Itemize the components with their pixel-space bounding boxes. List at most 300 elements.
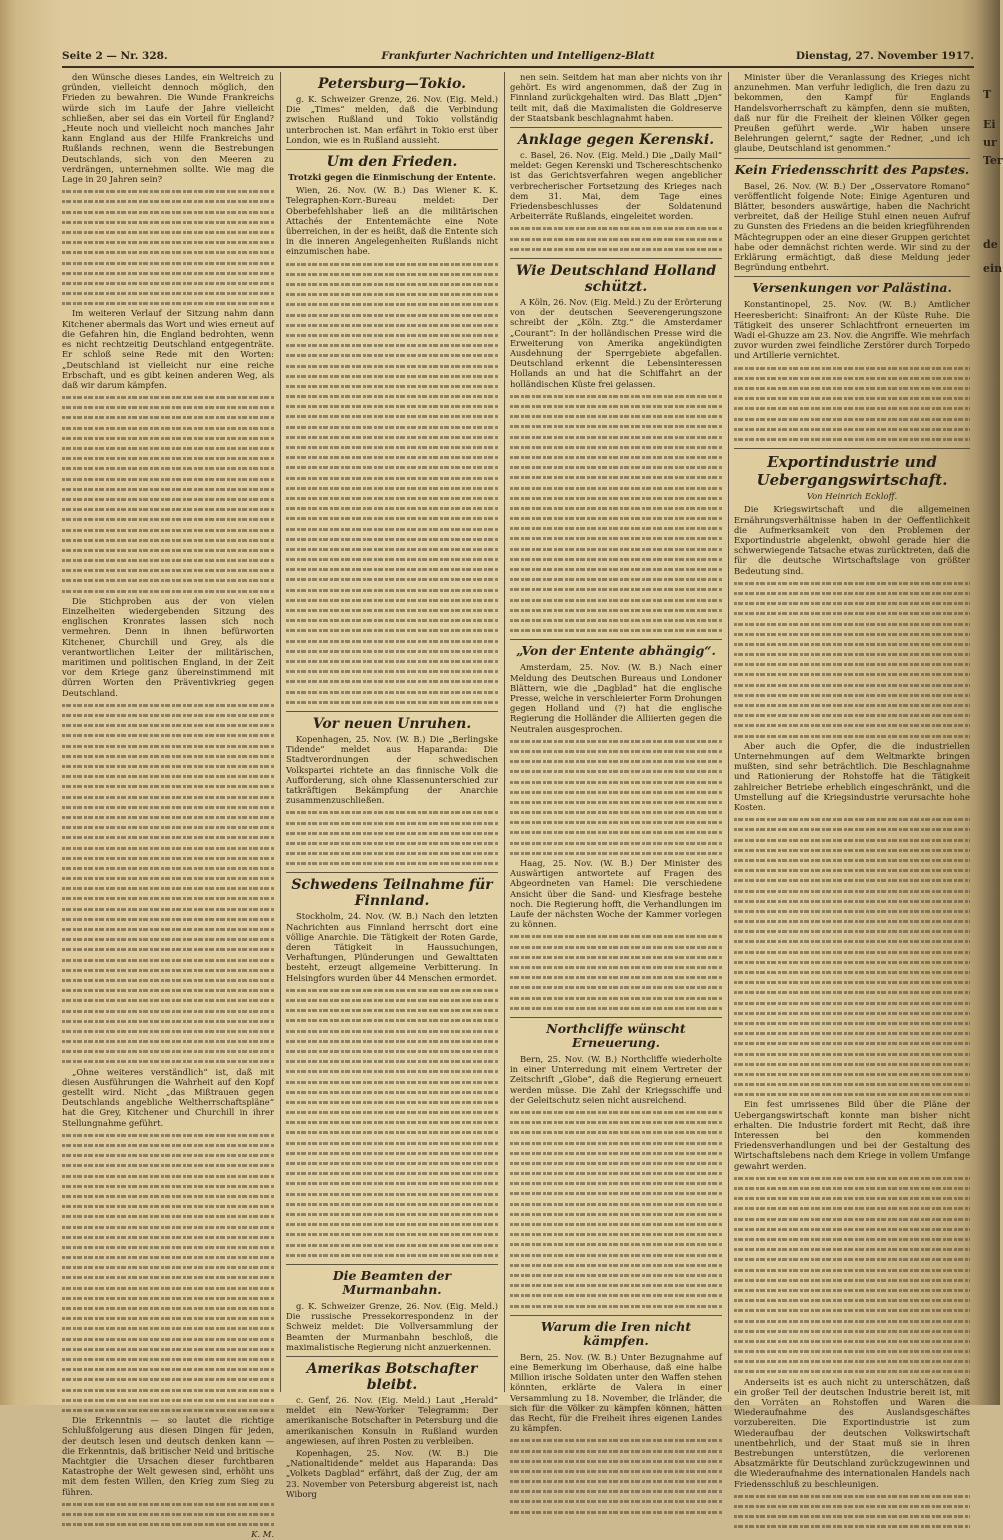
text-line bbox=[286, 361, 498, 371]
text-line bbox=[62, 1211, 274, 1221]
text-line bbox=[62, 555, 274, 565]
article-divider bbox=[734, 448, 970, 449]
article-text: nen sein. Seitdem hat man aber nichts von ihr gehört. Es wird angenommen, daß der Zug in Finnland zurückgehalten wird. Das Blatt „Djen“ teilt mit, daß die Maximalisten die Goldreserve der Staatsbank beschlagnahmt haben. bbox=[510, 72, 722, 123]
text-line bbox=[286, 1168, 498, 1178]
text-line bbox=[62, 873, 274, 883]
text-line bbox=[62, 792, 274, 802]
text-line bbox=[510, 1117, 722, 1127]
text-line bbox=[286, 1178, 498, 1188]
text-line bbox=[62, 924, 274, 934]
text-line bbox=[286, 401, 498, 411]
text-line bbox=[510, 942, 722, 952]
text-line bbox=[62, 1006, 274, 1016]
text-line bbox=[286, 534, 498, 544]
headline-northcliffe: Northcliffe wünscht Erneuerung. bbox=[546, 1020, 686, 1050]
text-line bbox=[62, 1499, 274, 1509]
text-line bbox=[62, 514, 274, 524]
article-text: Bern, 25. Nov. (W. B.) Northcliffe wiederholte in einer Unterredung mit einem Vertreter der Zeitschrift „Globe“, daß die Regierung erneuert werden müsse. Die Zahl der Kriegsschiffe und der Geleitschutz seien nicht ausreichend. bbox=[510, 1053, 722, 1105]
text-line bbox=[62, 944, 274, 954]
text-line bbox=[286, 432, 498, 442]
text-line bbox=[734, 1203, 970, 1213]
text-line bbox=[510, 1290, 722, 1300]
text-line bbox=[286, 676, 498, 686]
text-line bbox=[734, 1089, 970, 1099]
text-line bbox=[734, 598, 970, 608]
text-line bbox=[286, 473, 498, 483]
text-line bbox=[510, 848, 722, 858]
text-line bbox=[510, 1466, 722, 1476]
text-line bbox=[734, 936, 970, 946]
text-line bbox=[62, 1293, 274, 1303]
text-line bbox=[62, 1016, 274, 1026]
text-line bbox=[286, 858, 498, 868]
text-line bbox=[62, 402, 274, 412]
column-1 bbox=[62, 72, 274, 1540]
text-line bbox=[286, 524, 498, 534]
text-line bbox=[62, 965, 274, 975]
text-line bbox=[734, 720, 970, 730]
column-divider bbox=[280, 72, 281, 1392]
text-line bbox=[734, 1193, 970, 1203]
text-line bbox=[62, 893, 274, 903]
text-line bbox=[286, 585, 498, 595]
text-line bbox=[510, 401, 722, 411]
article-divider bbox=[286, 872, 498, 873]
article-divider bbox=[734, 158, 970, 159]
text-line bbox=[62, 1364, 274, 1374]
text-line bbox=[62, 484, 274, 494]
text-line bbox=[734, 865, 970, 875]
text-line bbox=[510, 766, 722, 776]
text-line bbox=[510, 493, 722, 503]
text-line bbox=[62, 700, 274, 710]
text-line bbox=[734, 906, 970, 916]
column-3 bbox=[510, 72, 722, 1434]
article-text: Aber auch die Opfer, die die industriellen Unternehmungen auf dem Weltmarkte bringen mußten, sind sehr beträchtlich. Die Beschlagnahme und Rationierung der Rohstoffe hat die Tätigkeit zahlreicher Betriebe erheblich eingeschränkt, und die Umstellung auf die Kriegsindustrie verursachte hohe Kosten. bbox=[734, 740, 970, 813]
page-binding bbox=[0, 0, 18, 1405]
text-line bbox=[62, 433, 274, 443]
text-line bbox=[286, 320, 498, 330]
text-line bbox=[286, 574, 498, 584]
column-divider bbox=[504, 72, 505, 1392]
text-line bbox=[510, 1158, 722, 1168]
text-line bbox=[62, 832, 274, 842]
column-2 bbox=[286, 72, 498, 1499]
text-line bbox=[510, 1199, 722, 1209]
text-line bbox=[734, 1521, 970, 1531]
text-line bbox=[62, 1395, 274, 1405]
text-line bbox=[510, 797, 722, 807]
text-line bbox=[286, 666, 498, 676]
text-line bbox=[734, 414, 970, 424]
text-line bbox=[286, 1036, 498, 1046]
text-line bbox=[510, 736, 722, 746]
text-line bbox=[286, 1240, 498, 1250]
text-line bbox=[734, 1028, 970, 1038]
article-text: g. K. Schweizer Grenze, 26. Nov. (Eig. Meld.) Die „Times“ melden, daß die Verbindung zwischen Rußland und Tokio vollständig unterbrochen ist. Man erfährt in Tokio erst über London, wie es in Rußland aussieht. bbox=[286, 94, 498, 145]
text-line bbox=[286, 1127, 498, 1137]
text-line bbox=[62, 412, 274, 422]
text-line bbox=[734, 967, 970, 977]
text-line bbox=[286, 1219, 498, 1229]
text-line bbox=[62, 985, 274, 995]
text-line bbox=[734, 1305, 970, 1315]
text-line bbox=[510, 746, 722, 756]
text-line bbox=[510, 817, 722, 827]
text-line bbox=[734, 700, 970, 710]
text-line bbox=[286, 656, 498, 666]
text-line bbox=[510, 513, 722, 523]
article-text: Konstantinopel, 25. Nov. (W. B.) Amtlicher Heeresbericht: Sinaifront: An der Küste Ruhe. Die Tätigkeit des unserer Schlachtfront erneuerten im Wadi el-Ghuzze am 23. Nov. die Angriffe. Wie mehrfach zuvor wurden zwei feindliche Zerstörer durch Torpedo und Artillerie vernichtet. bbox=[734, 299, 970, 361]
text-line bbox=[286, 1077, 498, 1087]
text-line bbox=[734, 1285, 970, 1295]
text-line bbox=[734, 1079, 970, 1089]
text-line bbox=[734, 578, 970, 588]
newspaper-title: Frankfurter Nachrichten und Intelligenz-Blatt bbox=[381, 50, 655, 62]
text-line bbox=[62, 227, 274, 237]
text-line bbox=[62, 853, 274, 863]
article-text: Stockholm, 24. Nov. (W. B.) Nach den letzten Nachrichten aus Finnland herrscht dort eine völlige Anarchie. Die Tätigkeit der Roten Garde, deren Tätigkeit in Haussuchungen, Verhaftungen, Plünderungen und Gewalttaten besteht, erzeugt allgemeine Verbitterung. In Helsingfors wurden über 44 Menschen ermordet. bbox=[286, 911, 498, 983]
text-line bbox=[734, 1346, 970, 1356]
text-line bbox=[510, 1301, 722, 1311]
text-line bbox=[510, 993, 722, 1003]
text-line bbox=[510, 931, 722, 941]
text-line bbox=[510, 523, 722, 533]
headline-iren: Warum die Iren nicht kämpfen. bbox=[540, 1318, 692, 1348]
text-line bbox=[62, 1150, 274, 1160]
text-line bbox=[510, 1486, 722, 1496]
text-line bbox=[286, 483, 498, 493]
text-line bbox=[62, 298, 274, 308]
text-line bbox=[734, 855, 970, 865]
text-line bbox=[286, 1250, 498, 1260]
text-line bbox=[286, 828, 498, 838]
text-line bbox=[62, 463, 274, 473]
text-line bbox=[734, 424, 970, 434]
text-line bbox=[62, 863, 274, 873]
text-line bbox=[734, 680, 970, 690]
text-line bbox=[62, 1171, 274, 1181]
text-line bbox=[510, 503, 722, 513]
text-line bbox=[734, 1265, 970, 1275]
text-line bbox=[286, 595, 498, 605]
text-line bbox=[62, 1140, 274, 1150]
text-line bbox=[286, 330, 498, 340]
text-line bbox=[62, 217, 274, 227]
article-text: Haag, 25. Nov. (W. B.) Der Minister des Auswärtigen antwortete auf Fragen des Abgeordneten van Hamel: Die verschiedene Ansicht über die Sand- und Kiesfrage bestehe noch. Die Regierung hofft, die Verhandlungen im Laufe der nächsten Woche der Kammer vorlegen zu können. bbox=[510, 858, 722, 930]
article-divider bbox=[286, 711, 498, 712]
text-line bbox=[510, 625, 722, 635]
text-line bbox=[62, 1519, 274, 1529]
text-line bbox=[62, 1262, 274, 1272]
text-line bbox=[286, 1117, 498, 1127]
col1-para: Die Erkenntnis — so lautet die richtige Schlußfolgerung aus diesen Dingen für jeden, der deutsch lesen und deutsch denken kann — die Erkenntnis, daß britischer Neid und britische Machtgier die Ursachen dieser furchtbaren Katastrophe der Welt gewesen sind, erhöht uns mit dem festen Willen, den Krieg zum Sieg zu führen. bbox=[62, 1415, 274, 1497]
text-line bbox=[510, 982, 722, 992]
text-line bbox=[62, 781, 274, 791]
article-divider bbox=[510, 1315, 722, 1316]
text-line bbox=[62, 237, 274, 247]
text-line bbox=[734, 896, 970, 906]
text-line bbox=[734, 1356, 970, 1366]
text-line bbox=[62, 751, 274, 761]
headline-holland: Wie Deutschland Holland schützt. bbox=[515, 263, 717, 295]
text-line bbox=[62, 1242, 274, 1252]
text-line bbox=[510, 1250, 722, 1260]
text-line bbox=[510, 1456, 722, 1466]
text-line bbox=[62, 1222, 274, 1232]
text-line bbox=[734, 1234, 970, 1244]
text-line bbox=[286, 687, 498, 697]
text-line bbox=[286, 1015, 498, 1025]
text-line bbox=[62, 720, 274, 730]
text-line bbox=[510, 462, 722, 472]
text-line bbox=[734, 669, 970, 679]
text-line bbox=[734, 1059, 970, 1069]
text-line bbox=[734, 1224, 970, 1234]
page-header bbox=[62, 50, 974, 66]
article-text: Kopenhagen, 25. Nov. (W. B.) Die „Berlingske Tidende“ meldet aus Haparanda: Die Stadtverordnungen der schwedischen Volkspartei richtete an das finnische Volk die Aufforderung, sich ohne Klassenunterschied zur tatkräftigen Bekämpfung der Anarchie zusammenzuschließen. bbox=[286, 733, 498, 806]
text-line bbox=[734, 1491, 970, 1501]
text-line bbox=[62, 771, 274, 781]
article-divider bbox=[286, 1356, 498, 1357]
text-line bbox=[286, 381, 498, 391]
text-line bbox=[286, 807, 498, 817]
text-line bbox=[734, 1275, 970, 1285]
text-line bbox=[286, 615, 498, 625]
article-text: Wien, 26. Nov. (W. B.) Das Wiener K. K. Telegraphen-Korr.-Bureau meldet: Der Oberbefehlshaber ließ an die militärischen Attachés der Ententemächte eine Note überreichen, in der es heißt, daß die Entente sich in die inneren Angelegenheiten Rußlands nicht einzumischen habe. bbox=[286, 185, 498, 257]
text-line bbox=[62, 1232, 274, 1242]
article-text: Die Kriegswirtschaft und die allgemeinen Ernährungsverhältnisse haben in der Oeffentlichkeit die Aufmerksamkeit von den Problemen der Exportindustrie abgelenkt, obwohl gerade hier die schwerwiegende Tatsache etwas zurücktreten, daß die für die deutsche Wirtschaftslage von größter Bedeutung sind. bbox=[734, 504, 970, 576]
text-line bbox=[510, 1003, 722, 1013]
text-line bbox=[62, 423, 274, 433]
text-line bbox=[62, 741, 274, 751]
text-line bbox=[734, 434, 970, 444]
text-line bbox=[62, 1509, 274, 1519]
page-number: Seite 2 — Nr. 328. bbox=[62, 50, 168, 62]
text-line bbox=[62, 443, 274, 453]
text-line bbox=[510, 554, 722, 564]
column-divider bbox=[728, 72, 729, 1392]
text-line bbox=[62, 247, 274, 257]
text-line bbox=[734, 373, 970, 383]
text-line bbox=[510, 1168, 722, 1178]
text-line bbox=[734, 1244, 970, 1254]
article-author: Von Heinrich Eckloff. bbox=[806, 491, 898, 502]
text-line bbox=[510, 605, 722, 615]
text-line bbox=[62, 1036, 274, 1046]
text-line bbox=[62, 843, 274, 853]
text-line bbox=[510, 533, 722, 543]
text-line bbox=[734, 1069, 970, 1079]
text-line bbox=[62, 268, 274, 278]
article-text: A Köln, 26. Nov. (Eig. Meld.) Zu der Erörterung von der deutschen Seeverengerungszone schreibt der „Köln. Ztg.“ die Amsterdamer „Courant“: In der holländischen Presse wird die Erweiterung von Amerika angekündigten Ausdehnung der Sperrgebiete abgefallen. Deutschland erkennt die Lebensinteressen Hollands an und hat die Schiffahrt an der holländischen Küste frei gelassen. bbox=[510, 297, 722, 389]
text-line bbox=[286, 544, 498, 554]
article-divider bbox=[286, 1264, 498, 1265]
text-line bbox=[286, 1046, 498, 1056]
text-line bbox=[286, 1138, 498, 1148]
text-line bbox=[734, 363, 970, 373]
article-text: Kopenhagen, 25. Nov. (W. B.) Die „Nationaltidende“ meldet aus Haparanda: Das „Volkets Dagblad“ erfährt, daß der Zug, der am 23. November von Petersburg abgereist ist, nach Wiborg bbox=[286, 1447, 498, 1499]
headline-anklage: Anklage gegen Kerenski. bbox=[517, 132, 715, 149]
text-line bbox=[510, 1209, 722, 1219]
text-line bbox=[62, 278, 274, 288]
headline-amerika: Amerikas Botschafter bleibt. bbox=[306, 1360, 478, 1393]
text-line bbox=[286, 1158, 498, 1168]
col1-para: den Wünsche dieses Landes, ein Weltreich zu gründen, vielleicht dennoch möglich, den Frieden zu bewahren. Die Wunde Frankreichs würde sich im Laufe der Jahre vielleicht schließen, aber sei das ein Vorteil für England? „Heute noch und vielleicht noch manches Jahr kann England aus der Hilfe Frankreichs und Rußlands rechnen, wenn die Bestrebungen Deutschlands, sich von den Meeren zu verdrängen, unternehmen sollte. Wie mag die Lage in 20 Jahren sein? bbox=[62, 72, 274, 185]
text-line bbox=[62, 1334, 274, 1344]
text-line bbox=[510, 595, 722, 605]
text-line bbox=[62, 1303, 274, 1313]
text-line bbox=[286, 503, 498, 513]
text-line bbox=[286, 1229, 498, 1239]
text-line bbox=[286, 391, 498, 401]
text-line bbox=[734, 845, 970, 855]
text-line bbox=[510, 472, 722, 482]
text-line bbox=[62, 883, 274, 893]
text-line bbox=[286, 848, 498, 858]
column-4 bbox=[734, 72, 970, 1489]
text-line bbox=[62, 1160, 274, 1170]
article-divider bbox=[510, 127, 722, 128]
text-line bbox=[510, 574, 722, 584]
text-line bbox=[734, 1336, 970, 1346]
text-line bbox=[62, 1272, 274, 1282]
edge-fragment: T bbox=[983, 88, 992, 101]
edge-fragment: ein bbox=[983, 262, 1003, 275]
text-line bbox=[62, 710, 274, 720]
text-line bbox=[734, 977, 970, 987]
text-line bbox=[62, 258, 274, 268]
text-line bbox=[286, 1056, 498, 1066]
article-text: Amsterdam, 25. Nov. (W. B.) Nach einer Meldung des Deutschen Bureaus und Londoner Blättern, wie die „Dagblad“ hat die englische Presse, welche in verschleierter Form Drohungen gegen Holland und (?) hat die englische Regierung die Holländer die Alliierten gegen die Neutralen ausgesprochen. bbox=[510, 662, 722, 734]
text-line bbox=[286, 1087, 498, 1097]
text-line bbox=[286, 310, 498, 320]
text-line bbox=[510, 1107, 722, 1117]
text-line bbox=[62, 761, 274, 771]
text-line bbox=[62, 955, 274, 965]
text-line bbox=[286, 513, 498, 523]
text-line bbox=[62, 812, 274, 822]
text-line bbox=[734, 1018, 970, 1028]
text-line bbox=[734, 1049, 970, 1059]
text-line bbox=[734, 1038, 970, 1048]
text-line bbox=[734, 998, 970, 1008]
text-line bbox=[62, 802, 274, 812]
col1-para: Die Stichproben aus der von vielen Einzelheiten wiedergebenden Sitzung des englischen Kronrates lassen sich noch vermehren. Denn in ihnen befürworten Kitchener, Churchill und Grey, als die verantwortlichen Leiter der militärischen, maritimen und politischen England, in der Zeit vor dem Kriege ganz übereinstimmend mit dürren Worten den Präventivkrieg gegen Deutschland. bbox=[62, 595, 274, 698]
text-line bbox=[734, 875, 970, 885]
text-line bbox=[734, 619, 970, 629]
text-line bbox=[62, 1344, 274, 1354]
text-line bbox=[286, 279, 498, 289]
text-line bbox=[62, 1252, 274, 1262]
text-line bbox=[734, 393, 970, 403]
text-line bbox=[286, 299, 498, 309]
headline-entente: „Von der Entente abhängig“. bbox=[516, 643, 716, 659]
article-text: Anderseits ist es auch nicht zu unterschätzen, daß ein großer Teil der deutschen Industrie bereit ist, mit den Vorräten an Rohstoffen und Waren die Wiederaufnahme des Auslandsgeschäftes vorzubereiten. Die Exportindustrie ist zum Wiederaufbau der deutschen Volkswirtschaft unentbehrlich, und der Staat muß sie in ihren Bestrebungen unterstützen, die verlorenen Absatzmärkte für Deutschland zurückzugewinnen und die Wiederaufnahme des internationalen Handels nach Friedensschluß zu beschleunigen. bbox=[734, 1376, 970, 1489]
text-line bbox=[62, 186, 274, 196]
headline-export: Exportindustrie und Uebergangswirtschaft. bbox=[756, 453, 948, 490]
text-line bbox=[62, 196, 274, 206]
text-line bbox=[734, 1183, 970, 1193]
text-line bbox=[734, 1326, 970, 1336]
text-line bbox=[510, 452, 722, 462]
text-line bbox=[510, 432, 722, 442]
article-signature: K. M. bbox=[251, 1529, 274, 1540]
text-line bbox=[286, 340, 498, 350]
text-line bbox=[286, 259, 498, 269]
text-line bbox=[62, 1313, 274, 1323]
text-line bbox=[510, 223, 722, 233]
text-line bbox=[510, 234, 722, 244]
text-line bbox=[510, 1239, 722, 1249]
text-line bbox=[62, 575, 274, 585]
text-line bbox=[286, 1005, 498, 1015]
text-line bbox=[510, 962, 722, 972]
text-line bbox=[286, 452, 498, 462]
text-line bbox=[734, 639, 970, 649]
text-line bbox=[734, 659, 970, 669]
text-line bbox=[510, 544, 722, 554]
text-line bbox=[734, 1501, 970, 1511]
text-line bbox=[734, 710, 970, 720]
text-line bbox=[510, 1496, 722, 1506]
text-line bbox=[734, 835, 970, 845]
text-line bbox=[286, 350, 498, 360]
text-line bbox=[734, 1008, 970, 1018]
text-line bbox=[734, 649, 970, 659]
text-line bbox=[734, 588, 970, 598]
text-line bbox=[286, 985, 498, 995]
text-line bbox=[734, 608, 970, 618]
text-line bbox=[510, 972, 722, 982]
issue-date: Dienstag, 27. November 1917. bbox=[795, 50, 974, 62]
article-divider bbox=[286, 149, 498, 150]
article-text: c. Basel, 26. Nov. (Eig. Meld.) Die „Daily Mail“ meldet: Gegen Kerenski und Tschereschtschenko ist das Gerichtsverfahren wegen angeblicher verbrecherischer Fortsetzung des Krieges nach dem 31. Mai, dem Tage eines Friedensbeschlusses der Soldatenund Arbeiterräte Rußlands, eingeleitet worden. bbox=[510, 150, 722, 222]
text-line bbox=[62, 453, 274, 463]
text-line bbox=[510, 1188, 722, 1198]
text-line bbox=[286, 554, 498, 564]
headline-unruhen: Vor neuen Unruhen. bbox=[312, 715, 472, 732]
text-line bbox=[62, 535, 274, 545]
text-line bbox=[510, 1507, 722, 1517]
text-line bbox=[734, 1511, 970, 1521]
headline-schweden: Schwedens Teilnahme für Finnland. bbox=[291, 877, 493, 910]
text-line bbox=[62, 392, 274, 402]
text-line bbox=[510, 1229, 722, 1239]
text-line bbox=[510, 1148, 722, 1158]
text-line bbox=[510, 952, 722, 962]
text-line bbox=[62, 1026, 274, 1036]
text-line bbox=[510, 564, 722, 574]
text-line bbox=[62, 1385, 274, 1395]
text-line bbox=[510, 244, 722, 254]
headline-frieden: Um den Frieden. bbox=[326, 154, 458, 171]
article-text: g. K. Schweizer Grenze, 26. Nov. (Eig. Meld.) Die russische Pressekorrespondenz in der Schweiz meldet: Die Vollversammlung der Beamten der Murmanbahn beschloß, die maximalistische Regierung nicht anzuerkennen. bbox=[286, 1300, 498, 1352]
col1-para: „Ohne weiteres verständlich“ ist, daß mit diesen Ausführungen die Wahrheit auf den Kopf gestellt wird. Nicht „das Mißtrauen gegen Deutschlands angebliche Weltherrschaftspläne“ hat die Grey, Kitchener und Churchill in ihrer Stellungnahme geführt. bbox=[62, 1066, 274, 1128]
text-line bbox=[62, 1191, 274, 1201]
text-line bbox=[62, 730, 274, 740]
article-divider bbox=[510, 1017, 722, 1018]
text-line bbox=[734, 403, 970, 413]
text-line bbox=[62, 1323, 274, 1333]
text-line bbox=[510, 615, 722, 625]
header-rule bbox=[62, 66, 974, 68]
text-line bbox=[510, 411, 722, 421]
next-page-edge bbox=[978, 0, 1003, 1405]
text-line bbox=[734, 1254, 970, 1264]
text-line bbox=[510, 807, 722, 817]
text-line bbox=[286, 697, 498, 707]
